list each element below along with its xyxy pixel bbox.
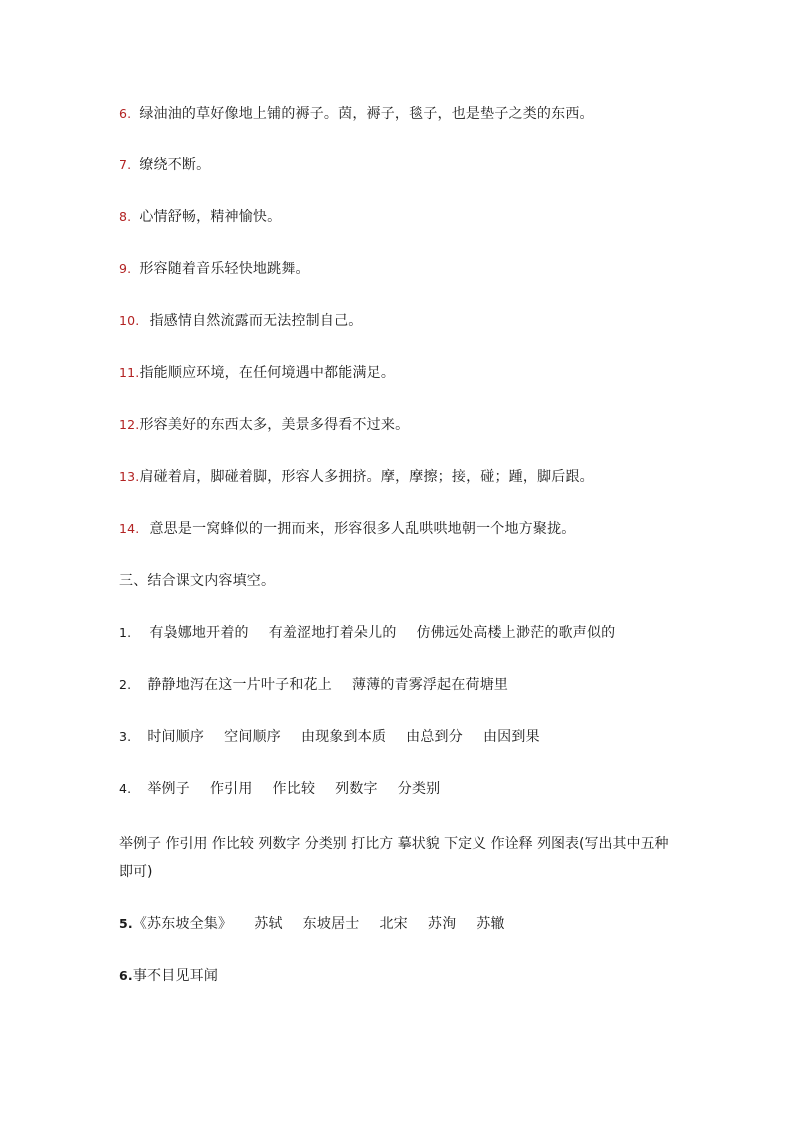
answer-text: 事不目见耳闻 [132,968,219,984]
answer-part: 苏轼 [254,916,283,932]
answer-part: 由现象到本质 [300,729,387,745]
item-number: 7. [119,157,132,172]
answer-number: 2. [119,677,132,692]
answer-part: 苏洵 [427,916,457,932]
answer-row [119,916,505,932]
answer-part: 《苏东坡全集》 [132,916,233,932]
list-item [119,417,409,433]
answer-part: 有羞涩地打着朵儿的 [268,625,397,641]
answer-note: 举例子 作引用 作比较 列数字 分类别 打比方 摹状貌 下定义 作诠释 列图表(写出其中五种即可) [119,836,669,880]
item-number: 6. [119,106,132,121]
item-number: 12. [119,417,140,432]
answer-number: 3. [119,729,132,744]
answer-number: 4. [119,781,132,796]
answer-row [119,625,615,641]
answer-part: 作引用 [209,781,253,797]
list-item [119,469,594,485]
item-text: 形容随着音乐轻快地跳舞。 [139,261,310,277]
item-number: 14. [119,521,140,536]
answer-part: 作比较 [272,781,316,797]
list-item [119,106,594,122]
item-text: 意思是一窝蜂似的一拥而来，形容很多人乱哄哄地朝一个地方聚拢。 [149,521,576,537]
answer-part: 薄薄的青雾浮起在荷塘里 [351,677,509,693]
answer-row [119,729,540,745]
answer-part: 静静地泻在这一片叶子和花上 [147,677,332,693]
item-number: 10. [119,313,140,328]
answer-part: 举例子 [147,781,190,797]
list-item [119,521,575,537]
answer-part: 分类别 [397,781,441,797]
answer-number: 6. [119,968,133,983]
answer-part: 空间顺序 [224,729,281,745]
item-text: 缭绕不断。 [139,157,211,173]
item-text: 心情舒畅，精神愉快。 [139,209,282,225]
list-item [119,261,310,277]
answer-part: 东坡居士 [302,916,360,932]
item-number: 8. [119,209,132,224]
item-text: 指感情自然流露而无法控制自己。 [149,313,363,329]
list-item [119,313,362,329]
answer-part: 有袅娜地开着的 [149,625,249,641]
section-heading: 三、结合课文内容填空。 [119,573,276,589]
item-text: 肩碰着肩，脚碰着脚，形容人多拥挤。摩，摩擦；接，碰；踵，脚后跟。 [139,469,594,485]
answer-row [119,968,218,984]
item-text: 形容美好的东西太多，美景多得看不过来。 [139,417,410,433]
answer-part: 由因到果 [482,729,540,745]
answer-part: 北宋 [379,916,408,932]
item-text: 指能顺应环境，在任何境遇中都能满足。 [139,365,396,381]
answer-part: 仿佛远处高楼上渺茫的歌声似的 [416,625,616,641]
item-text: 绿油油的草好像地上铺的褥子。茵，褥子，毯子，也是垫子之类的东西。 [139,106,594,122]
list-item [119,157,210,173]
answer-row [119,677,508,693]
list-item [119,365,395,381]
item-number: 11. [119,365,140,380]
answer-part: 由总到分 [406,729,463,745]
list-item [119,209,281,225]
answer-part: 苏辙 [476,916,505,932]
answer-number: 5. [119,916,133,931]
answer-number: 1. [119,625,132,640]
answer-part: 时间顺序 [147,729,205,745]
answer-row [119,781,440,797]
item-number: 9. [119,261,132,276]
item-number: 13. [119,469,140,484]
answer-part: 列数字 [335,781,378,797]
